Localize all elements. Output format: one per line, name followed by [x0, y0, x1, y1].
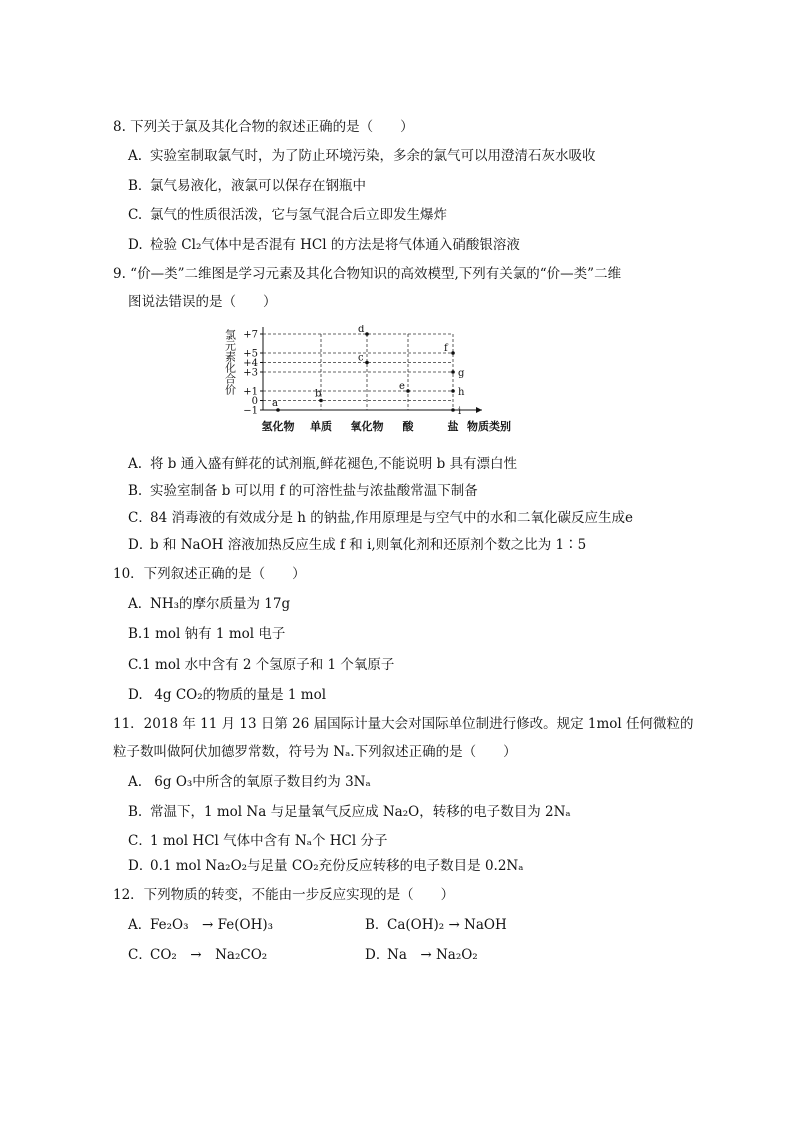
question-11-option-c: C．1 mol HCl 气体中含有 Nₐ个 HCl 分子	[128, 833, 388, 849]
chart-y-tick-label: +3	[243, 367, 258, 379]
chart-point-g	[451, 370, 455, 374]
chart-category-label: 单质	[310, 420, 332, 433]
question-10-option-a: A．NH₃的摩尔质量为 17g	[128, 596, 291, 612]
chart-category-label: 氧化物	[350, 420, 384, 433]
question-11-stem-line2: 粒子数叫做阿伏加德罗常数，符号为 Nₐ.下列叙述正确的是（ ）	[113, 744, 517, 760]
question-12-option-c: C．CO₂ → Na₂CO₂	[128, 947, 268, 963]
chart-y-tick-label: +4	[243, 358, 258, 369]
question-8-stem: 8. 下列关于氯及其化合物的叙述正确的是（ ）	[113, 119, 414, 135]
chart-x-axis-arrow	[476, 407, 482, 413]
question-8-option-c: C. 氯气的性质很活泼，它与氢气混合后立即发生爆炸	[128, 207, 447, 223]
chart-y-axis-label: 氯元素化合价	[223, 329, 237, 395]
chart-category-label: 盐	[447, 420, 459, 433]
question-9-stem-line1: 9. “价—类”二维图是学习元素及其化合物知识的高效模型,下列有关氯的“价—类”二维	[113, 266, 622, 282]
chart-point-i	[451, 408, 455, 412]
question-8-option-a: A. 实验室制取氯气时，为了防止环境污染，多余的氯气可以用澄清石灰水吸收	[128, 148, 596, 164]
chart-y-tick-label: +7	[243, 329, 258, 341]
chart-point-h	[451, 389, 455, 393]
question-10-stem: 10．下列叙述正确的是（ ）	[113, 566, 306, 582]
chart-y-tick-label: 0	[251, 396, 258, 407]
question-9-option-b: B. 实验室制备 b 可以用 f 的可溶性盐与浓盐酸常温下制备	[128, 483, 478, 499]
chart-point-e	[406, 389, 410, 393]
chart-y-tick-label: +1	[243, 386, 258, 398]
question-8-option-d: D. 检验 Cl₂气体中是否混有 HCl 的方法是将气体通入硝酸银溶液	[128, 237, 520, 253]
question-10-option-d: D. 4g CO₂的物质的量是 1 mol	[128, 687, 327, 703]
question-12-stem: 12．下列物质的转变，不能由一步反应实现的是（ ）	[113, 887, 455, 903]
chart-point-label-i: i	[458, 406, 462, 417]
chart-point-label-e: e	[399, 381, 405, 392]
chart-point-f	[451, 351, 455, 355]
chart-point-label-h: h	[458, 387, 465, 398]
question-12-option-b: B．Ca(OH)₂ → NaOH	[365, 917, 507, 933]
question-9-option-c: C．84 消毒液的有效成分是 h 的钠盐,作用原理是与空气中的水和二氧化碳反应生成e	[128, 510, 634, 526]
question-11-option-b: B. 常温下，1 mol Na 与足量氧气反应成 Na₂O，转移的电子数目为 2Nₐ	[128, 804, 571, 820]
chart-point-label-g: g	[458, 368, 465, 379]
question-10-option-c: C.1 mol 水中含有 2 个氢原子和 1 个氧原子	[128, 657, 395, 673]
chart-category-label: 氢化物	[261, 420, 295, 433]
question-11-option-d: D．0.1 mol Na₂O₂与足量 CO₂充份反应转移的电子数目是 0.2Nₐ	[128, 858, 524, 874]
question-11-stem-line1: 11．2018 年 11 月 13 日第 26 届国际计量大会对国际单位制进行修改。规定 1mol 任何微粒的	[113, 716, 694, 732]
chart-point-d	[365, 332, 369, 336]
chart-point-label-c: c	[358, 352, 364, 364]
chart-y-tick-label: −1	[243, 405, 258, 417]
chart-point-c	[365, 361, 369, 365]
chart-point-label-b: b	[315, 388, 322, 400]
chart-y-tick-label: +5	[243, 348, 258, 360]
question-9-option-d: D．b 和 NaOH 溶液加热反应生成 f 和 i,则氧化剂和还原剂个数之比为 1∶5	[128, 537, 587, 553]
valence-category-chart	[220, 325, 520, 450]
question-9-option-a: A. 将 b 通入盛有鲜花的试剂瓶,鲜花褪色,不能说明 b 具有漂白性	[128, 456, 518, 472]
chart-point-label-a: a	[272, 398, 278, 409]
question-8-option-b: B．氯气易液化，液氯可以保存在钢瓶中	[128, 178, 366, 194]
chart-point-label-f: f	[444, 343, 448, 354]
question-11-option-a: A. 6g O₃中所含的氧原子数目约为 3Nₐ	[128, 774, 371, 790]
question-10-option-b: B.1 mol 钠有 1 mol 电子	[128, 626, 286, 642]
question-9-stem-line2: 图说法错误的是（ ）	[128, 294, 277, 310]
chart-point-label-d: d	[358, 325, 365, 335]
chart-category-label: 酸	[402, 420, 414, 433]
question-12-option-d: D．Na → Na₂O₂	[365, 947, 478, 963]
question-12-option-a: A．Fe₂O₃ → Fe(OH)₃	[128, 917, 274, 933]
chart-x-axis-label: 物质类别	[467, 420, 511, 433]
